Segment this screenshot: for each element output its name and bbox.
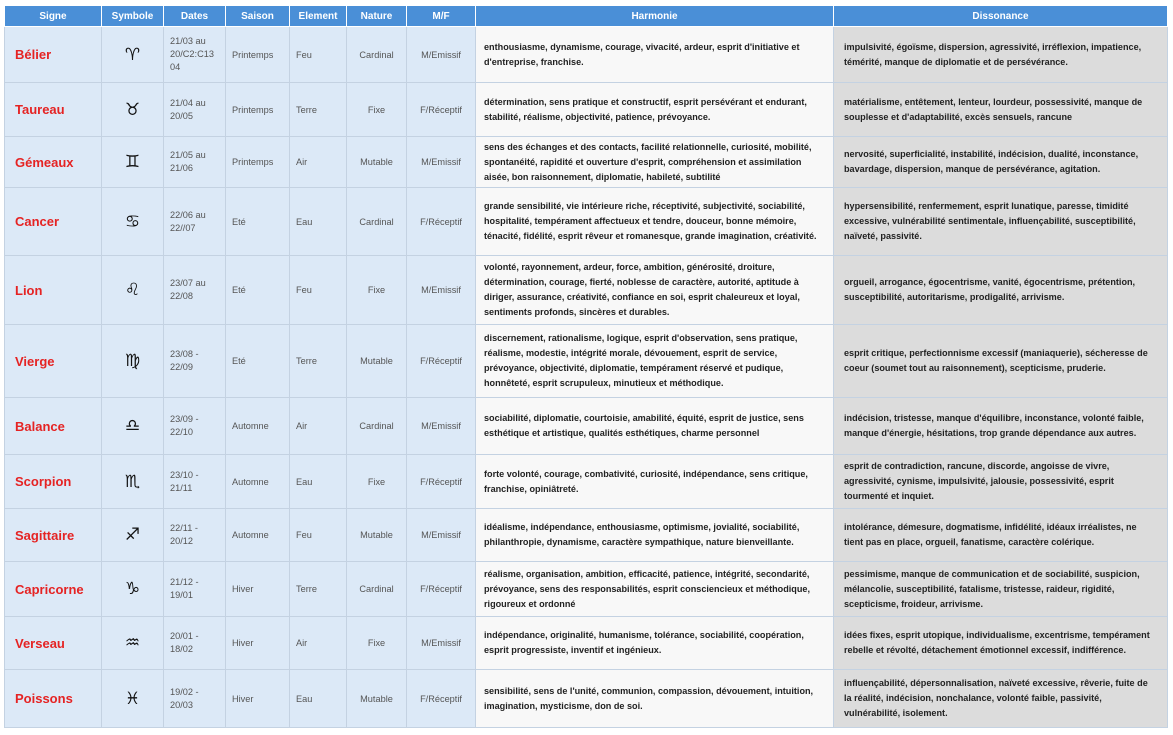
- polarity: M/Emissif: [407, 617, 476, 670]
- aries-icon: ♈︎: [102, 27, 164, 83]
- gemini-icon: ♊︎: [102, 137, 164, 188]
- table-row: [5, 256, 1168, 325]
- nature: Cardinal: [347, 398, 407, 455]
- harmonie-text: sens des échanges et des contacts, facilité relationnelle, curiosité, mobilité, spontanéité, rapidité et ouverture d'esprit, compréhension et assimilation aisée, bon raisonnement, diplomatie, habileté, subtilité: [476, 137, 834, 188]
- harmonie-text: idéalisme, indépendance, enthousiasme, optimisme, jovialité, sociabilité, philanthropie, dynamisme, caractère sympathique, nature bienveillante.: [476, 509, 834, 562]
- nature: Mutable: [347, 137, 407, 188]
- libra-icon: ♎︎: [102, 398, 164, 455]
- element: Terre: [290, 562, 347, 617]
- date-range: 19/02 - 20/03: [164, 670, 226, 728]
- table-row: [5, 562, 1168, 617]
- polarity: M/Emissif: [407, 137, 476, 188]
- dissonance-text: esprit de contradiction, rancune, discorde, angoisse de vivre, agressivité, cynisme, impulsivité, jalousie, possessivité, esprit tourmenté et inquiet.: [834, 455, 1168, 509]
- leo-icon: ♌︎: [102, 256, 164, 325]
- nature: Cardinal: [347, 27, 407, 83]
- dissonance-text: matérialisme, entêtement, lenteur, lourdeur, possessivité, manque de souplesse et d'adaptabilité, excès sensuels, rancune: [834, 83, 1168, 137]
- date-range: 22/11 - 20/12: [164, 509, 226, 562]
- date-range: 23/10 - 21/11: [164, 455, 226, 509]
- element: Eau: [290, 670, 347, 728]
- harmonie-text: indépendance, originalité, humanisme, tolérance, sociabilité, coopération, esprit progressiste, inventif et ingénieux.: [476, 617, 834, 670]
- harmonie-text: grande sensibilité, vie intérieure riche, réceptivité, subjectivité, sociabilité, hospitalité, tempérament affectueux et tendre, douceur, bonne mémoire, ténacité, fidélité, esprit rêveur et romanesque, grande imagination, créativité.: [476, 188, 834, 256]
- harmonie-text: détermination, sens pratique et constructif, esprit persévérant et endurant, stabilité, réalisme, objectivité, patience, prévoyance.: [476, 83, 834, 137]
- table-row: [5, 509, 1168, 562]
- nature: Mutable: [347, 670, 407, 728]
- aquarius-icon: ♒︎: [102, 617, 164, 670]
- element: Air: [290, 398, 347, 455]
- dissonance-text: influençabilité, dépersonnalisation, naïveté excessive, rêverie, fuite de la réalité, indécision, nonchalance, volonté faible, passivité, vulnérabilité, isolement.: [834, 670, 1168, 728]
- nature: Mutable: [347, 509, 407, 562]
- pisces-icon: ♓︎: [102, 670, 164, 728]
- season: Printemps: [226, 27, 290, 83]
- dissonance-text: hypersensibilité, renfermement, esprit lunatique, paresse, timidité excessive, vulnérabilité sentimentale, influençabilité, susceptibilité, naïveté, passivité.: [834, 188, 1168, 256]
- polarity: F/Réceptif: [407, 670, 476, 728]
- sign-name: Taureau: [5, 83, 102, 137]
- date-range: 21/04 au 20/05: [164, 83, 226, 137]
- harmonie-text: volonté, rayonnement, ardeur, force, ambition, générosité, droiture, détermination, courage, fierté, noblesse de caractère, autorité, aptitude à diriger, assurance, créativité, confiance en soi, esprit chaleureux et loyal, sentiments profonds, sincères et durables.: [476, 256, 834, 325]
- header-mf: M/F: [407, 6, 476, 27]
- dissonance-text: indécision, tristesse, manque d'équilibre, inconstance, volonté faible, manque d'énergie, hésitations, trop grande dépendance aux autres.: [834, 398, 1168, 455]
- nature: Fixe: [347, 256, 407, 325]
- nature: Fixe: [347, 455, 407, 509]
- dissonance-text: esprit critique, perfectionnisme excessif (maniaquerie), sécheresse de coeur (soumet tout au raisonnement), scepticisme, pruderie.: [834, 325, 1168, 398]
- polarity: M/Emissif: [407, 398, 476, 455]
- date-range: 23/07 au 22/08: [164, 256, 226, 325]
- table-row: [5, 83, 1168, 137]
- table-row: [5, 27, 1168, 83]
- element: Air: [290, 137, 347, 188]
- header-signe: Signe: [5, 6, 102, 27]
- season: Hiver: [226, 670, 290, 728]
- sign-name: Verseau: [5, 617, 102, 670]
- season: Hiver: [226, 617, 290, 670]
- sign-name: Vierge: [5, 325, 102, 398]
- date-range: 20/01 - 18/02: [164, 617, 226, 670]
- nature: Fixe: [347, 83, 407, 137]
- table-body: [5, 27, 1168, 728]
- element: Air: [290, 617, 347, 670]
- header-dissonance: Dissonance: [834, 6, 1168, 27]
- nature: Fixe: [347, 617, 407, 670]
- table-row: [5, 137, 1168, 188]
- table-row: [5, 325, 1168, 398]
- table-row: [5, 670, 1168, 728]
- season: Eté: [226, 256, 290, 325]
- dissonance-text: impulsivité, égoïsme, dispersion, agressivité, irréflexion, impatience, témérité, manque de diplomatie et de persévérance.: [834, 27, 1168, 83]
- table-row: [5, 617, 1168, 670]
- sagittarius-icon: ♐︎: [102, 509, 164, 562]
- sign-name: Capricorne: [5, 562, 102, 617]
- table-row: [5, 455, 1168, 509]
- dissonance-text: nervosité, superficialité, instabilité, indécision, dualité, inconstance, bavardage, dispersion, manque de persévérance, agitation.: [834, 137, 1168, 188]
- scorpio-icon: ♏︎: [102, 455, 164, 509]
- polarity: F/Réceptif: [407, 325, 476, 398]
- date-range: 21/03 au 20/C2:C13 04: [164, 27, 226, 83]
- sign-name: Cancer: [5, 188, 102, 256]
- harmonie-text: enthousiasme, dynamisme, courage, vivacité, ardeur, esprit d'initiative et d'entreprise, franchise.: [476, 27, 834, 83]
- taurus-icon: ♉︎: [102, 83, 164, 137]
- polarity: F/Réceptif: [407, 188, 476, 256]
- date-range: 21/12 - 19/01: [164, 562, 226, 617]
- table-row: [5, 398, 1168, 455]
- sign-name: Sagittaire: [5, 509, 102, 562]
- dissonance-text: orgueil, arrogance, égocentrisme, vanité, égocentrisme, prétention, susceptibilité, autoritarisme, prodigalité, arrivisme.: [834, 256, 1168, 325]
- season: Automne: [226, 398, 290, 455]
- header-dates: Dates: [164, 6, 226, 27]
- season: Hiver: [226, 562, 290, 617]
- season: Printemps: [226, 137, 290, 188]
- season: Eté: [226, 188, 290, 256]
- zodiac-table-container: [4, 5, 1167, 728]
- table-row: [5, 188, 1168, 256]
- harmonie-text: forte volonté, courage, combativité, curiosité, indépendance, sens critique, franchise, opiniâtreté.: [476, 455, 834, 509]
- header-row: [5, 6, 1168, 27]
- capricorn-icon: ♑︎: [102, 562, 164, 617]
- element: Terre: [290, 325, 347, 398]
- element: Feu: [290, 509, 347, 562]
- sign-name: Balance: [5, 398, 102, 455]
- sign-name: Poissons: [5, 670, 102, 728]
- date-range: 23/08 - 22/09: [164, 325, 226, 398]
- season: Eté: [226, 325, 290, 398]
- header-nature: Nature: [347, 6, 407, 27]
- virgo-icon: ♍︎: [102, 325, 164, 398]
- nature: Mutable: [347, 325, 407, 398]
- cancer-icon: ♋︎: [102, 188, 164, 256]
- nature: Cardinal: [347, 188, 407, 256]
- dissonance-text: pessimisme, manque de communication et de sociabilité, suspicion, mélancolie, susceptibilité, fatalisme, tristesse, raideur, rigidité, scepticisme, froideur, arrivisme.: [834, 562, 1168, 617]
- element: Feu: [290, 27, 347, 83]
- dissonance-text: intolérance, démesure, dogmatisme, infidélité, idéaux irréalistes, ne tient pas en place, orgueil, fanatisme, caractère colérique.: [834, 509, 1168, 562]
- season: Printemps: [226, 83, 290, 137]
- sign-name: Gémeaux: [5, 137, 102, 188]
- polarity: F/Réceptif: [407, 83, 476, 137]
- element: Terre: [290, 83, 347, 137]
- polarity: M/Emissif: [407, 27, 476, 83]
- header-symbole: Symbole: [102, 6, 164, 27]
- season: Automne: [226, 509, 290, 562]
- header-harmonie: Harmonie: [476, 6, 834, 27]
- harmonie-text: sociabilité, diplomatie, courtoisie, amabilité, équité, esprit de justice, sens esthétique et artistique, qualités esthétiques, charme personnel: [476, 398, 834, 455]
- dissonance-text: idées fixes, esprit utopique, individualisme, excentrisme, tempérament rebelle et révolté, détachement émotionnel excessif, indifférence.: [834, 617, 1168, 670]
- header-saison: Saison: [226, 6, 290, 27]
- polarity: F/Réceptif: [407, 562, 476, 617]
- polarity: F/Réceptif: [407, 455, 476, 509]
- sign-name: Scorpion: [5, 455, 102, 509]
- zodiac-table: [4, 5, 1168, 728]
- element: Feu: [290, 256, 347, 325]
- element: Eau: [290, 455, 347, 509]
- sign-name: Lion: [5, 256, 102, 325]
- nature: Cardinal: [347, 562, 407, 617]
- date-range: 21/05 au 21/06: [164, 137, 226, 188]
- sign-name: Bélier: [5, 27, 102, 83]
- harmonie-text: discernement, rationalisme, logique, esprit d'observation, sens pratique, réalisme, modestie, intégrité morale, dévouement, esprit de service, prévoyance, objectivité, diplomatie, tempérament réservé et pudique, honnêteté, esprit scrupuleux, minutieux et méthodique.: [476, 325, 834, 398]
- date-range: 22/06 au 22//07: [164, 188, 226, 256]
- season: Automne: [226, 455, 290, 509]
- header-element: Element: [290, 6, 347, 27]
- element: Eau: [290, 188, 347, 256]
- polarity: M/Emissif: [407, 509, 476, 562]
- polarity: M/Emissif: [407, 256, 476, 325]
- harmonie-text: sensibilité, sens de l'unité, communion, compassion, dévouement, intuition, imagination, mysticisme, don de soi.: [476, 670, 834, 728]
- harmonie-text: réalisme, organisation, ambition, efficacité, patience, intégrité, secondarité, prévoyance, sens des responsabilités, esprit consciencieux et méthodique, rigoureux et ordonné: [476, 562, 834, 617]
- date-range: 23/09 - 22/10: [164, 398, 226, 455]
